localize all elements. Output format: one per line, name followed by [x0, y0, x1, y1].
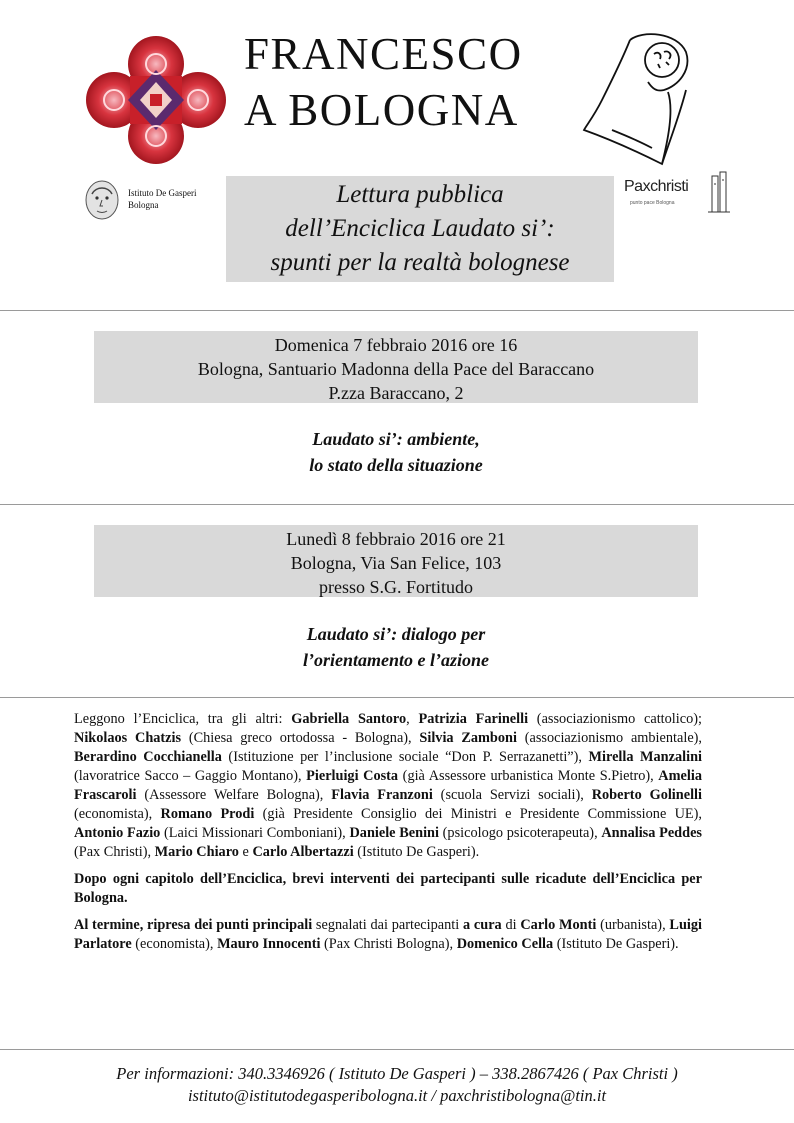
reader-detail: (già Assessore urbanistica Monte S.Pietro),	[398, 768, 659, 784]
reader-name: Carlo Albertazzi	[252, 844, 354, 860]
after-chapter-text: Dopo ogni capitolo dell’Enciclica, brevi interventi dei partecipanti sulle ricadute dell’Enciclica per Bologna.	[74, 871, 702, 906]
event-2-address: presso S.G. Fortitudo	[318, 577, 473, 597]
event-2-topic	[94, 621, 698, 673]
subtitle-box	[226, 176, 614, 282]
istituto-de-gasperi-logo	[80, 178, 212, 222]
page-title	[244, 26, 574, 138]
reader-name: Romano Prodi	[160, 806, 255, 822]
de-gasperi-portrait-icon	[80, 178, 124, 222]
divider	[0, 504, 794, 505]
event-1-topic	[94, 426, 698, 478]
closing-name: Mauro Innocenti	[217, 936, 321, 952]
reader-detail: (psicologo psicoterapeuta),	[438, 825, 602, 841]
reader-name: Roberto Golinelli	[591, 787, 702, 803]
closing-name: Luigi Parlatore	[74, 917, 702, 952]
event-1-date: Domenica 7 febbraio 2016 ore 16	[274, 335, 518, 355]
saint-francis-sketch-icon	[582, 30, 702, 170]
closing-detail: (Istituto De Gasperi).	[553, 936, 679, 952]
cross-logo-icon	[86, 36, 226, 164]
reader-name: Patrizia Farinelli	[418, 711, 529, 727]
readers-section	[74, 710, 702, 962]
reader-detail: (lavoratrice Sacco – Gaggio Montano),	[74, 768, 307, 784]
reader-name: Amelia Frascaroli	[74, 768, 702, 803]
event-1-topic-line-2: lo stato della situazione	[309, 455, 483, 475]
contact-footer	[60, 1063, 734, 1107]
contact-phones: Per informazioni: 340.3346926 ( Istituto De Gasperi ) – 338.2867426 ( Pax Christi )	[116, 1064, 678, 1083]
title-line-1: FRANCESCO	[244, 29, 523, 79]
istituto-logo-line2: Bologna	[128, 200, 159, 210]
subtitle-line-2: dell’Enciclica Laudato si’:	[285, 215, 555, 242]
reader-name: Antonio Fazio	[74, 825, 161, 841]
readers-list	[74, 711, 702, 860]
reader-name: Gabriella Santoro	[291, 711, 407, 727]
reader-detail: (già Presidente Consiglio dei Ministri e Presidente Commissione UE),	[254, 806, 702, 822]
readers-intro: Leggono l’Enciclica, tra gli altri:	[74, 711, 292, 727]
event-2-topic-line-1: Laudato si’: dialogo per	[306, 624, 486, 644]
closing-name: Carlo Monti	[520, 917, 597, 933]
event-1-info-box	[94, 331, 698, 403]
closing-name: Al termine, ripresa dei punti principali	[74, 917, 313, 933]
subtitle-line-1: Lettura pubblica	[336, 181, 504, 208]
event-2-topic-line-2: l’orientamento e l’azione	[303, 650, 489, 670]
reader-name: Mirella Manzalini	[588, 749, 702, 765]
tower-sketch-icon	[706, 170, 732, 214]
reader-detail: (economista),	[74, 806, 161, 822]
reader-detail: (associazionismo ambientale),	[516, 730, 702, 746]
reader-detail: (associazionismo cattolico);	[528, 711, 702, 727]
divider	[0, 1049, 794, 1050]
contact-emails: istituto@istitutodegasperibologna.it / paxchristibologna@tin.it	[187, 1086, 607, 1105]
pax-christi-subtext: punto pace Bologna	[630, 200, 675, 206]
event-1-address: P.zza Baraccano, 2	[328, 383, 464, 403]
closing-paragraph	[74, 916, 702, 954]
event-2-date: Lunedì 8 febbraio 2016 ore 21	[286, 529, 506, 549]
reader-detail: (Istituzione per l’inclusione sociale “Don P. Serrazanetti”),	[221, 749, 589, 765]
event-1-place: Bologna, Santuario Madonna della Pace del Baraccano	[197, 359, 595, 379]
closing-name: a cura	[462, 917, 502, 933]
reader-detail: (Istituto De Gasperi).	[353, 844, 480, 860]
reader-name: Flavia Franzoni	[331, 787, 433, 803]
event-1-topic-line-1: Laudato si’: ambiente,	[312, 429, 480, 449]
reader-detail: (Pax Christi),	[74, 844, 155, 860]
reader-detail: e	[238, 844, 253, 860]
reader-detail: (Assessore Welfare Bologna),	[136, 787, 332, 803]
closing-detail: di	[501, 917, 521, 933]
event-2-info-box	[94, 525, 698, 597]
reader-name: Mario Chiaro	[154, 844, 239, 860]
readers-paragraph	[74, 710, 702, 862]
reader-name: Nikolaos Chatzis	[74, 730, 182, 746]
istituto-logo-line1: Istituto De Gasperi	[128, 188, 197, 198]
reader-detail: ,	[406, 711, 419, 727]
divider	[0, 310, 794, 311]
closing-detail: segnalati dai partecipanti	[312, 917, 463, 933]
pax-christi-logo	[624, 170, 734, 216]
reader-detail: (Laici Missionari Comboniani),	[160, 825, 350, 841]
title-line-2: A BOLOGNA	[244, 85, 519, 135]
reader-name: Berardino Cocchianella	[74, 749, 222, 765]
reader-detail: (scuola Servizi sociali),	[432, 787, 592, 803]
reader-name: Annalisa Peddes	[601, 825, 702, 841]
divider	[0, 697, 794, 698]
closing-detail: (urbanista),	[596, 917, 670, 933]
closing-name: Domenico Cella	[456, 936, 554, 952]
after-chapter-paragraph	[74, 870, 702, 908]
closing-detail: (Pax Christi Bologna),	[320, 936, 457, 952]
event-2-place: Bologna, Via San Felice, 103	[290, 553, 502, 573]
reader-detail: (Chiesa greco ortodossa - Bologna),	[181, 730, 420, 746]
closing-detail: (economista),	[131, 936, 218, 952]
reader-name: Silvia Zamboni	[419, 730, 517, 746]
subtitle-line-3: spunti per la realtà bolognese	[270, 249, 570, 276]
pax-christi-wordmark: Paxchristi	[624, 178, 689, 195]
reader-name: Pierluigi Costa	[306, 768, 399, 784]
reader-name: Daniele Benini	[349, 825, 439, 841]
